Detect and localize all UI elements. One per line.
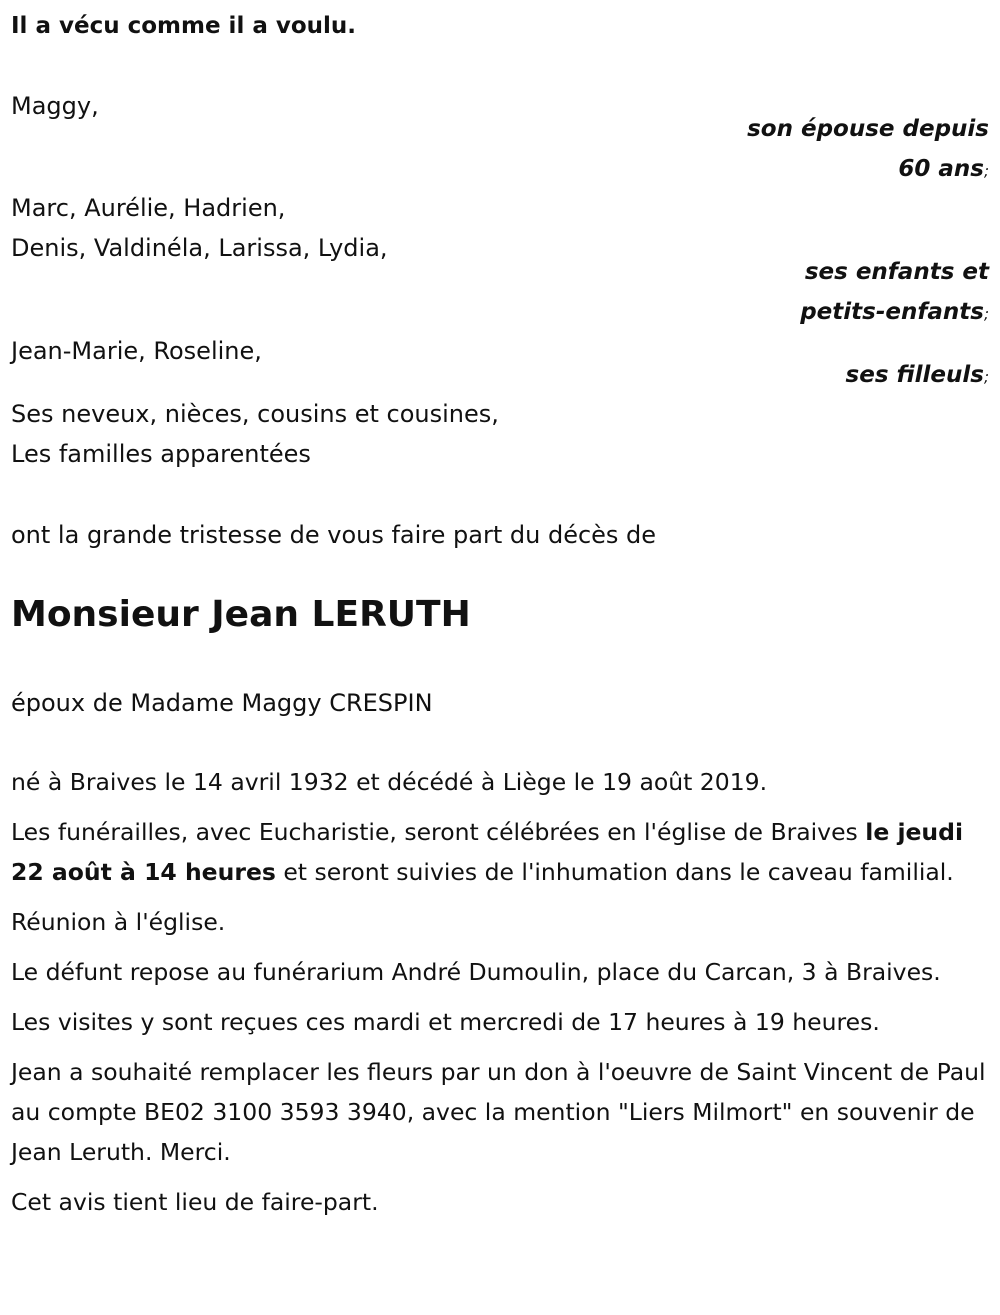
closing-note: Cet avis tient lieu de faire-part. xyxy=(11,1188,379,1216)
funeral-info xyxy=(11,812,989,892)
announcement-intro: ont la grande tristesse de vous faire part du décès de xyxy=(11,521,657,549)
donation-info: Jean a souhaité remplacer les fleurs par un don à l'oeuvre de Saint Vincent de Paul au compte BE02 3100 3593 3940, avec la mention "Liers Milmort" en souvenir de Jean Leruth. Merci. xyxy=(11,1058,986,1166)
details-section xyxy=(11,762,989,1232)
children-role-separator: ; xyxy=(983,305,989,323)
funeral-date-time: le jeudi 22 août à 14 heures xyxy=(11,818,964,886)
children-names-line1: Marc, Aurélie, Hadrien, xyxy=(11,194,286,222)
spouse-of: époux de Madame Maggy CRESPIN xyxy=(11,689,433,717)
other-relatives-line1: Ses neveux, nièces, cousins et cousines, xyxy=(11,400,499,428)
visits-info: Les visites y sont reçues ces mardi et mercredi de 17 heures à 19 heures. xyxy=(11,1008,880,1036)
birth-death-info: né à Braives le 14 avril 1932 et décédé à Liège le 19 août 2019. xyxy=(11,768,768,796)
funeral-info-part1: Les funérailles, avec Eucharistie, seront célébrées en l'église de Braives xyxy=(11,818,866,846)
children-role-line1: ses enfants et xyxy=(804,259,989,285)
spouse-role-line2: 60 ans xyxy=(898,156,984,182)
deceased-name: Monsieur Jean LERUTH xyxy=(11,594,471,635)
motto: Il a vécu comme il a voulu. xyxy=(11,13,357,39)
spouse-names: Maggy, xyxy=(11,92,99,120)
godchildren-role-separator: ; xyxy=(983,368,989,386)
other-relatives-line2: Les familles apparentées xyxy=(11,440,311,468)
spouse-role-line1: son épouse depuis xyxy=(747,116,989,142)
spouse-role xyxy=(747,109,989,191)
meeting-info: Réunion à l'église. xyxy=(11,908,226,936)
children-names-line2: Denis, Valdinéla, Larissa, Lydia, xyxy=(11,234,388,262)
children-role-line2: petits-enfants xyxy=(800,299,984,325)
godchildren-names: Jean-Marie, Roseline, xyxy=(11,337,262,365)
spouse-role-separator: ; xyxy=(983,162,989,180)
funeral-info-part2: et seront suivies de l'inhumation dans le caveau familial. xyxy=(275,858,954,886)
godchildren-role xyxy=(846,355,989,397)
children-role xyxy=(800,252,989,334)
godchildren-role-text: ses filleuls xyxy=(845,362,984,388)
rest-place-info: Le défunt repose au funérarium André Dumoulin, place du Carcan, 3 à Braives. xyxy=(11,958,941,986)
